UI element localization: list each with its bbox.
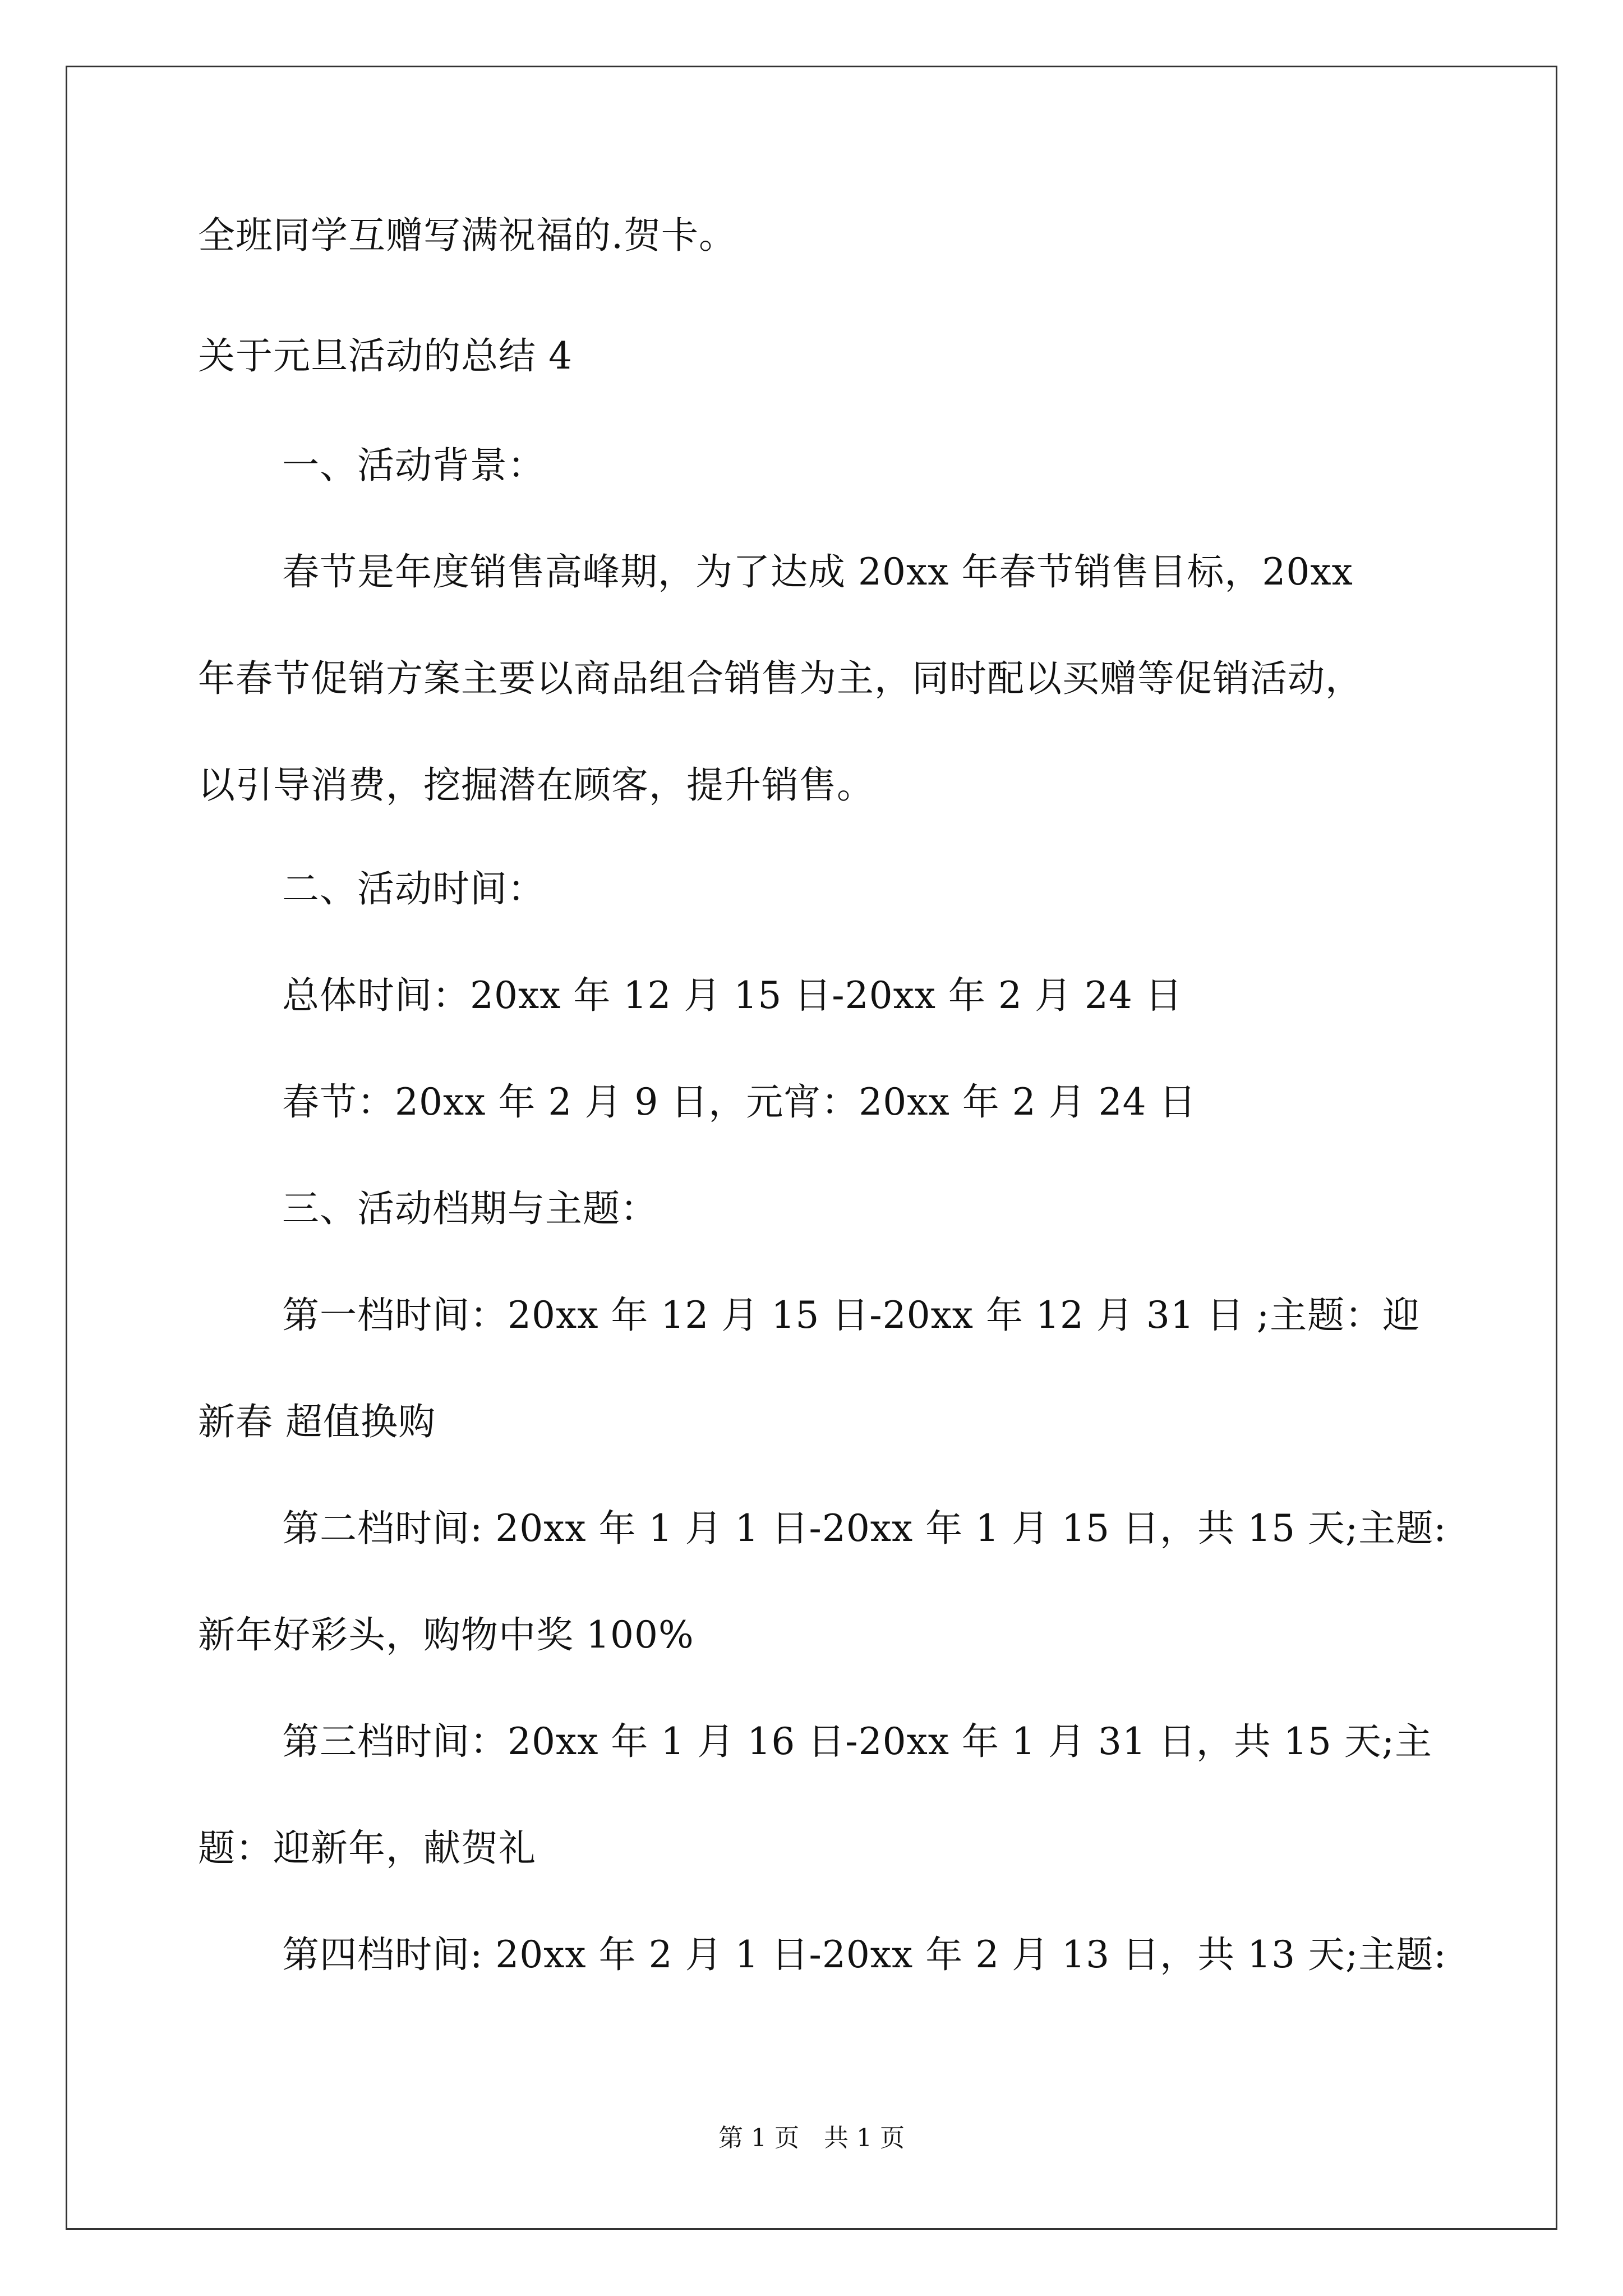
text-line: 春节：20xx 年 2 月 9 日，元宵：20xx 年 2 月 24 日: [282, 1080, 1197, 1124]
section-heading: 二、活动时间：: [282, 867, 545, 910]
text-line: 新春 超值换购: [198, 1400, 436, 1443]
text-line: 全班同学互赠写满祝福的.贺卡。: [198, 214, 736, 257]
text-line: 春节是年度销售高峰期，为了达成 20xx 年春节销售目标，20xx: [282, 550, 1353, 593]
text-line: 总体时间：20xx 年 12 月 15 日-20xx 年 2 月 24 日: [282, 974, 1183, 1017]
text-line: 以引导消费，挖掘潜在顾客，提升销售。: [198, 763, 874, 807]
section-heading: 一、活动背景：: [282, 444, 545, 487]
text-line: 第三档时间：20xx 年 1 月 16 日-20xx 年 1 月 31 日，共 15 天;主: [282, 1720, 1433, 1763]
text-line: 年春节促销方案主要以商品组合销售为主，同时配以买赠等促销活动，: [198, 657, 1363, 700]
text-line: 第二档时间: 20xx 年 1 月 1 日-20xx 年 1 月 15 日，共 15 天;主题:: [282, 1507, 1447, 1550]
text-line: 第一档时间：20xx 年 12 月 15 日-20xx 年 12 月 31 日 ;主题：迎: [282, 1294, 1421, 1337]
text-line: 新年好彩头，购物中奖 100%: [198, 1613, 694, 1657]
text-line: 第四档时间: 20xx 年 2 月 1 日-20xx 年 2 月 13 日，共 13 天;主题:: [282, 1933, 1447, 1976]
page-border: [66, 66, 1557, 2230]
section-heading: 三、活动档期与主题：: [282, 1187, 658, 1230]
section-heading: 关于元旦活动的总结 4: [198, 334, 573, 378]
page-footer: 第 1 页 共 1 页: [718, 2124, 905, 2152]
text-line: 题：迎新年，献贺礼: [198, 1826, 536, 1870]
